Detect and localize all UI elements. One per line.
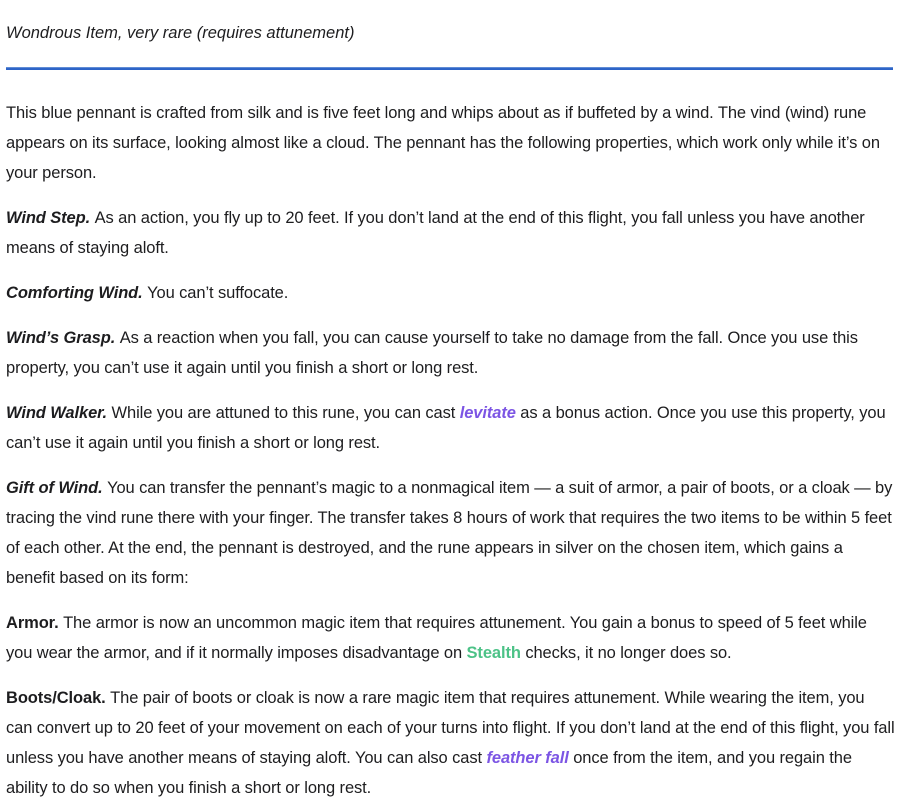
property-name-boots-cloak: Boots/Cloak. <box>6 689 111 707</box>
text-segment: You can transfer the pennant’s magic to a nonmagical item — a suit of armor, a pair of boots, or a cloak — by tracing the vind rune there with your finger. The transfer takes 8 hours of work that requires the two items to be within 5 feet of each other. At the end, the pennant is destroyed, and the rune appears in silver on the chosen item, which gains a benefit based on its form: <box>6 479 893 587</box>
property-name-armor: Armor. <box>6 614 64 632</box>
text-segment: The pair of boots or cloak is now a rare magic item that requires attunement. While wearing the item, you can convert up to 20 feet of your movement on each of your turns into flight. If you don’t land at the end of this flight, you fall unless you have another means of staying aloft. You can also cast <box>6 689 895 767</box>
property-name-comforting-wind: Comforting Wind. <box>6 284 148 302</box>
paragraph <box>6 263 895 308</box>
text-segment: once from the item, and you regain the ability to do so when you finish a short or long rest. <box>6 749 852 797</box>
paragraph <box>6 668 895 803</box>
property-name-gift-of-wind: Gift of Wind. <box>6 479 108 497</box>
text-segment: While you are attuned to this rune, you can cast <box>111 404 460 422</box>
property-name-wind-step: Wind Step. <box>6 209 95 227</box>
item-description <box>6 78 895 803</box>
text-segment: As an action, you fly up to 20 feet. If you don’t land at the end of this flight, you fall unless you have another means of staying aloft. <box>6 209 865 257</box>
paragraph <box>6 593 895 668</box>
text-segment: You can’t suffocate. <box>147 284 289 302</box>
text-segment: This blue pennant is crafted from silk and is five feet long and whips about as if buffeted by a wind. The vind (wind) rune appears on its surface, looking almost like a cloud. The pennant has the following properties, which work only while it’s on your person. <box>6 104 880 182</box>
paragraph <box>6 78 895 188</box>
section-divider <box>6 67 893 70</box>
paragraph <box>6 308 895 383</box>
property-name-wind-walker: Wind Walker. <box>6 404 112 422</box>
stealth-skill-link[interactable]: Stealth <box>466 644 521 662</box>
paragraph <box>6 188 895 263</box>
text-segment: as a bonus action. Once you use this property, you can’t use it again until you finish a short or long rest. <box>6 404 886 452</box>
text-segment: The armor is now an uncommon magic item that requires attunement. You gain a bonus to speed of 5 feet while you wear the armor, and if it normally imposes disadvantage on <box>6 614 867 662</box>
feather-fall-spell-link[interactable]: feather fall <box>486 749 569 767</box>
text-segment: checks, it no longer does so. <box>520 644 732 662</box>
property-name-winds-grasp: Wind’s Grasp. <box>6 329 120 347</box>
levitate-spell-link[interactable]: levitate <box>459 404 516 422</box>
paragraph <box>6 383 895 458</box>
item-type-rarity-line: Wondrous Item, very rare (requires attunement) <box>6 24 355 42</box>
paragraph <box>6 458 895 593</box>
text-segment: As a reaction when you fall, you can cause yourself to take no damage from the fall. Once you use this property, you can’t use it again until you finish a short or long rest. <box>6 329 858 377</box>
